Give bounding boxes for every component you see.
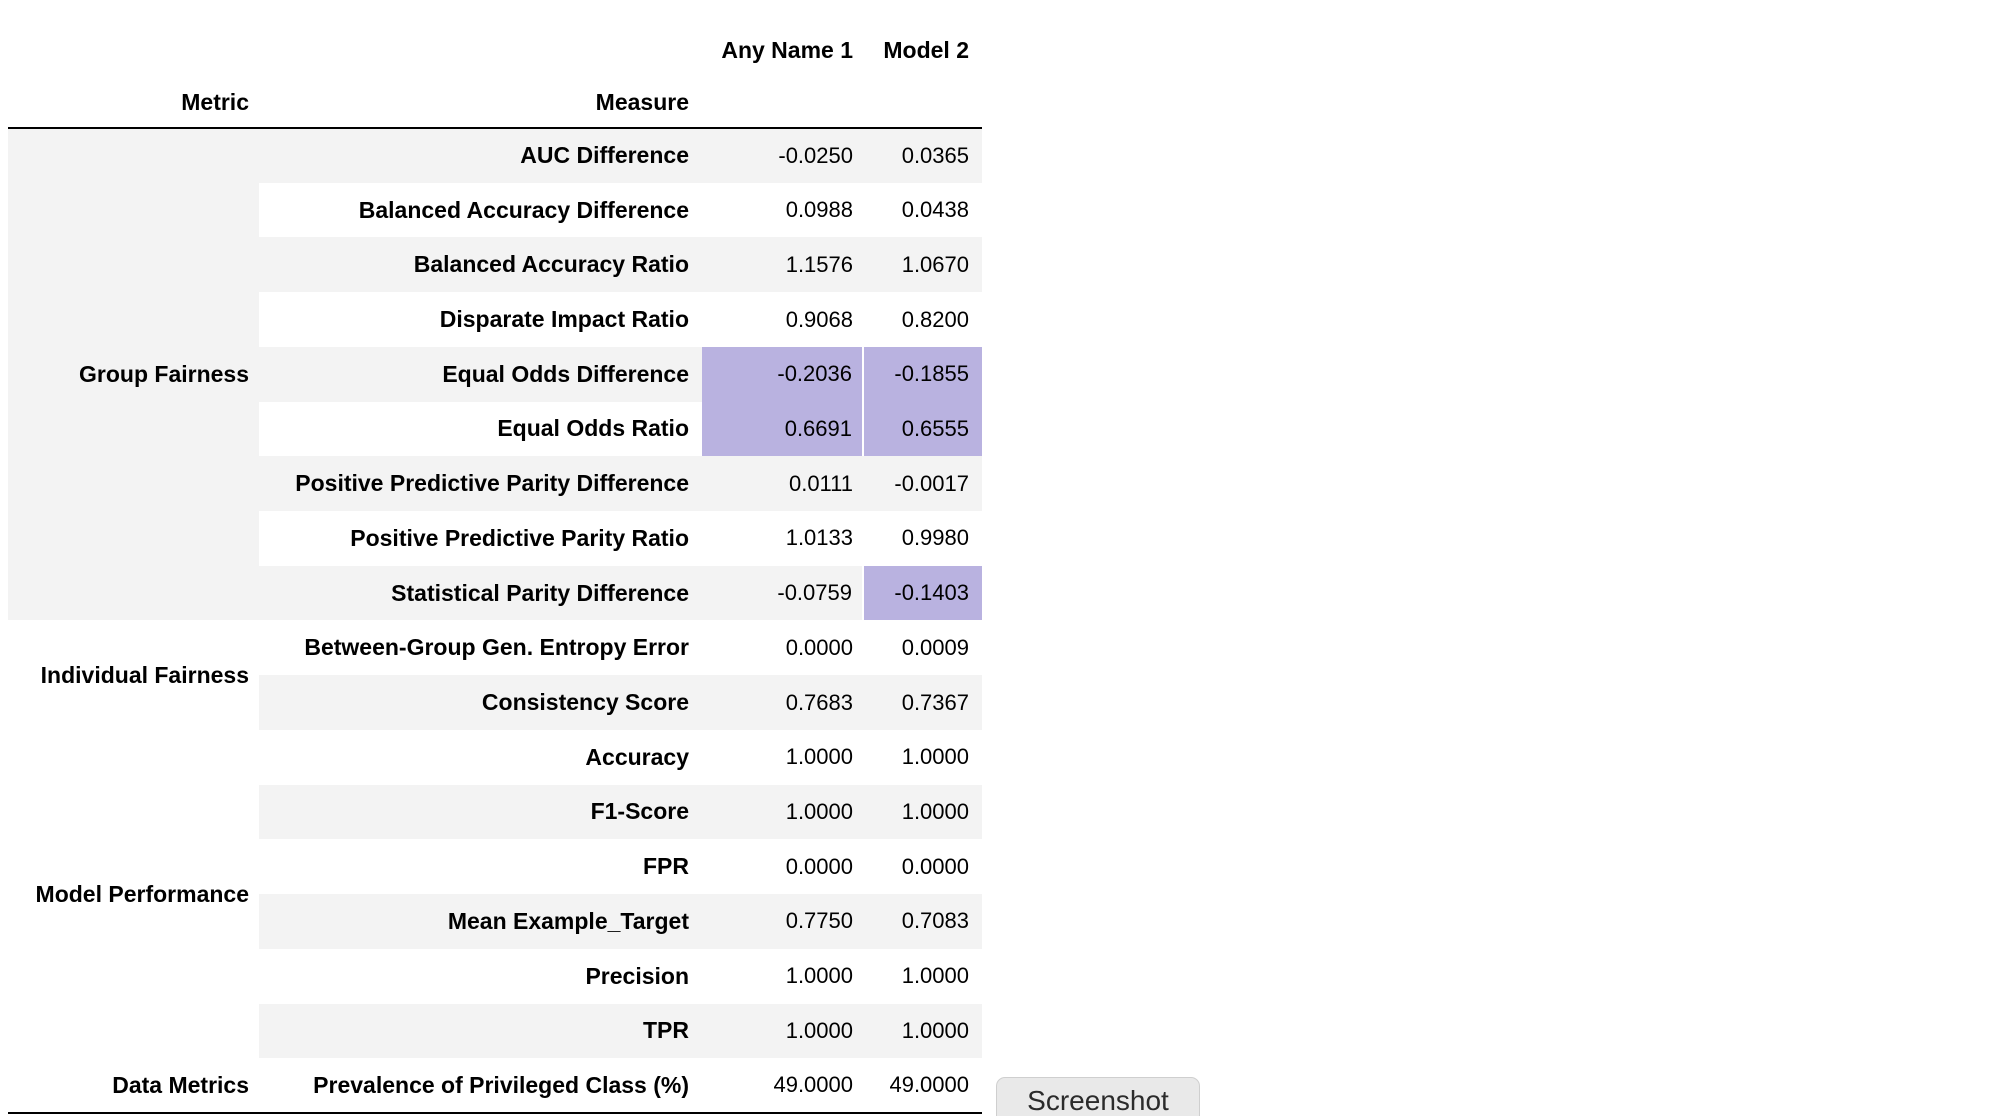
measure-cell: Equal Odds Ratio [497, 415, 689, 442]
measure-cell: Balanced Accuracy Ratio [259, 237, 702, 292]
table-row [8, 730, 982, 785]
measure-cell: Prevalence of Privileged Class (%) [259, 1058, 702, 1113]
value-cell-model-1: -0.0250 [702, 128, 863, 183]
value-cell-model-2: -0.1403 [863, 566, 982, 621]
value-cell-model-1: 0.0111 [702, 456, 863, 511]
header-spacer [8, 22, 259, 78]
measure-cell: F1-Score [259, 785, 702, 840]
measure-cell: Accuracy [585, 743, 689, 770]
value-cell-model-1: 0.6691 [702, 402, 863, 457]
measure-cell: Between-Group Gen. Entropy Error [304, 634, 689, 661]
value-cell-model-2: 49.0000 [863, 1058, 982, 1113]
value-cell-model-1: 0.0988 [785, 197, 853, 223]
measure-cell: Balanced Accuracy Difference [358, 196, 689, 223]
column-header-metric: Metric [8, 78, 259, 128]
measure-cell: TPR [259, 1004, 702, 1059]
column-header-model-2: Model 2 [883, 36, 969, 63]
value-cell-model-1: 0.9068 [785, 306, 853, 332]
value-cell-model-1: 1.0000 [702, 785, 863, 840]
value-cell-model-2: 1.0000 [863, 785, 982, 840]
measure-cell: Mean Example_Target [259, 894, 702, 949]
metric-group-cell: Group Fairness [8, 128, 259, 620]
value-cell-model-2: 0.9980 [901, 525, 969, 551]
value-cell-model-1: 0.7683 [702, 675, 863, 730]
value-cell-model-2: 0.0365 [863, 128, 982, 183]
measure-cell: Equal Odds Difference [259, 347, 702, 402]
value-cell-model-2: 1.0670 [863, 237, 982, 292]
value-cell-model-2: -0.1855 [863, 347, 982, 402]
value-cell-model-1: 0.0000 [785, 853, 853, 879]
value-cell-model-2: 1.0000 [901, 963, 969, 989]
table-body [8, 128, 982, 1113]
measure-cell: Consistency Score [259, 675, 702, 730]
value-cell-model-2: -0.0017 [863, 456, 982, 511]
table-row [8, 620, 982, 675]
value-cell-model-1: 0.7750 [702, 894, 863, 949]
measure-cell: Statistical Parity Difference [259, 566, 702, 621]
screenshot-button[interactable]: Screenshot [996, 1077, 1200, 1116]
table-row [8, 1058, 982, 1113]
header-spacer [863, 78, 982, 128]
measure-cell: FPR [643, 853, 689, 880]
table-header [8, 22, 982, 128]
value-cell-model-2: 1.0000 [863, 1004, 982, 1059]
value-cell-model-2: 1.0000 [901, 744, 969, 770]
header-spacer [259, 22, 702, 78]
measure-cell: Disparate Impact Ratio [439, 306, 689, 333]
value-cell-model-1: -0.2036 [702, 347, 863, 402]
value-cell-model-2: 0.7367 [863, 675, 982, 730]
metric-group-cell: Model Performance [35, 880, 249, 907]
value-cell-model-2: 0.0009 [901, 634, 969, 660]
model-header-row [8, 22, 982, 78]
value-cell-model-2: 0.7083 [863, 894, 982, 949]
value-cell-model-1: 1.0000 [785, 744, 853, 770]
measure-cell: Precision [585, 962, 689, 989]
value-cell-model-1: 1.0000 [702, 1004, 863, 1059]
metric-group-cell: Data Metrics [8, 1058, 259, 1113]
header-spacer [702, 78, 863, 128]
measure-cell: AUC Difference [259, 128, 702, 183]
value-cell-model-2: 0.8200 [901, 306, 969, 332]
value-cell-model-1: 1.1576 [702, 237, 863, 292]
column-header-model-1: Any Name 1 [721, 36, 853, 63]
metric-group-cell: Individual Fairness [40, 661, 249, 688]
value-cell-model-1: -0.0759 [702, 566, 863, 621]
measure-cell: Positive Predictive Parity Ratio [350, 524, 689, 551]
value-cell-model-2: 0.0000 [901, 853, 969, 879]
value-cell-model-1: 1.0133 [785, 525, 853, 551]
value-cell-model-1: 1.0000 [785, 963, 853, 989]
column-header-measure: Measure [259, 78, 702, 128]
value-cell-model-1: 49.0000 [702, 1058, 863, 1113]
table-row [8, 128, 982, 183]
value-cell-model-2: 0.0438 [901, 197, 969, 223]
field-header-row [8, 78, 982, 128]
value-cell-model-1: 0.0000 [785, 634, 853, 660]
value-cell-model-2: 0.6555 [863, 402, 982, 457]
measure-cell: Positive Predictive Parity Difference [259, 456, 702, 511]
fairness-metrics-table [8, 22, 982, 1114]
